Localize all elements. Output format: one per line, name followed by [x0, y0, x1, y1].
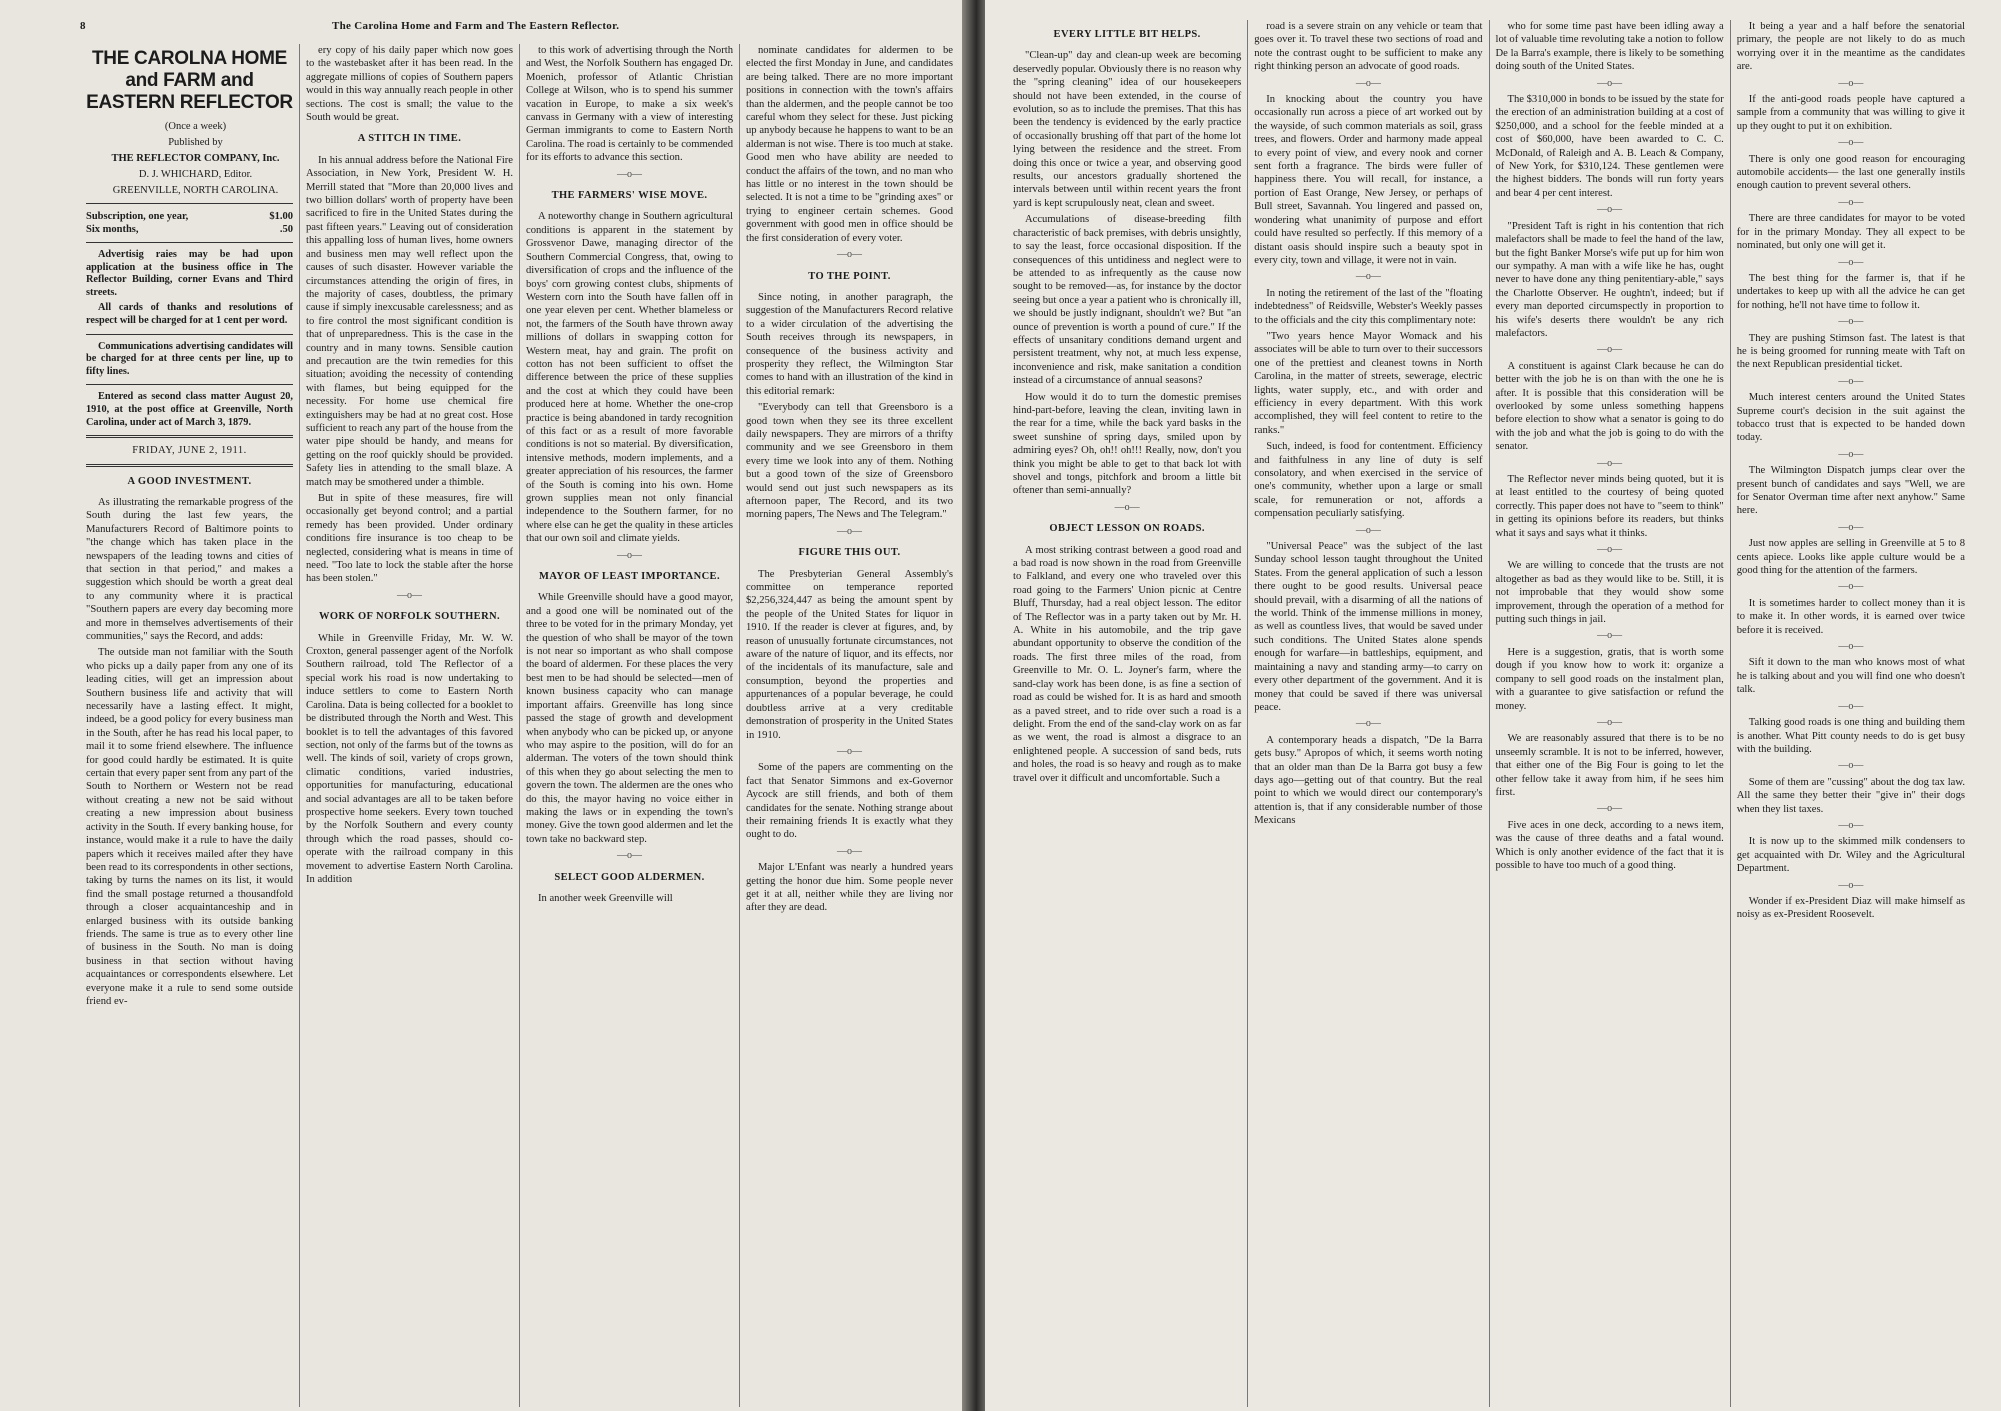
article-paragraph: They are pushing Stimson fast. The latest is that he is being groomed for running meate with Taft on the next Republican presidential ticket.: [1736, 332, 1965, 371]
article-paragraph: Sift it down to the man who knows most of what he is talking about and you will find one who doesn't talk.: [1736, 657, 1965, 696]
subscription-six: [86, 223, 293, 236]
article-paragraph: The best thing for the farmer is, that if he undertakes to keep up with all the advice he can get for nothing, he'll not have time to follow it.: [1736, 272, 1965, 311]
article-paragraph: Just now apples are selling in Greenville at 5 to 8 cents apiece. Looks like apple culture would be a good thing for the attention of the farmers.: [1736, 538, 1965, 577]
article-separator: —o—: [1838, 77, 1864, 89]
notice-cards: All cards of thanks and resolutions of respect will be charged for at 1 cent per word.: [86, 302, 293, 326]
article-paragraph: The outside man not familiar with the South who picks up a daily paper from any one of its leading cities, will get an impression about Southern business life and activity that will necessarily have a lasting effect. It might, indeed, be a good policy for every business man in the South, after he has read his local paper, to mail it to some friend elsewhere. The influence for good could hardly be estimated. It is quite certain that every paper sent from any part of the South to Northern or Western not be read without creating a new not be said without creating a new impression about business activity in the South. If every banking house, for instance, would make it a rule to have the daily papers which it receives mailed after they have been read to its correspondents in other sections, taking by turns the names on its list, it would find the small postage returned a thousandfold through a closer acquaintanceship and in enlarged business with its outside banking friends. The same is true as to every other line of business in the South. No man is doing business in that section without having acquaintances or correspondents elsewhere. Let everyone make it a rule to send some outside friend ev-: [86, 647, 293, 1007]
subscription-year-label: Subscription, one year,: [86, 211, 189, 222]
article-paragraph: "President Taft is right in his contention that rich malefactors shall be made to feel the hand of the law, but the fight Banker Morse's wife put up for him won our sympathy. A man with a wife like he has, ought never to have done any thing penitentiary-able," says the Charlotte Observer. He oughtn't, indeed; but if every man deported circumspectly in proportion to his wife's deserts there wouldn't be any rich malefactors.: [1495, 220, 1724, 339]
article-separator: —o—: [1838, 760, 1864, 772]
subscription-year-price: $1.00: [269, 211, 293, 222]
masthead-editor: D. J. WHICHARD, Editor.: [138, 169, 253, 180]
article-paragraph: In another week Greenville will: [538, 892, 673, 904]
article-separator: —o—: [1838, 196, 1864, 208]
running-head-title: The Carolina Home and Farm and The Eastern Reflector.: [332, 20, 620, 32]
right-page: [985, 0, 2001, 1411]
article-separator: —o—: [1597, 716, 1623, 728]
notice-communications: Communications advertising candidates will be charged for at three cents per line, up to fifty lines.: [86, 340, 293, 377]
article-paragraph: How would it do to turn the domestic premises hind-part-before, leaving the clean, inviting lawn in the rear for a time, while the back yard basks in the sweet sunshine of spring days, smiled upon by admiring eyes? Oh, oh!! oh!!! Really, now, don't you think you might be able to get to that back lot with shovel and tongs, pitchfork and broom a little bit oftener than semi-annually?: [1013, 391, 1242, 497]
article-headline: WORK OF NORFOLK SOUTHERN.: [318, 611, 501, 623]
article-headline: MAYOR OF LEAST IMPORTANCE.: [539, 571, 720, 583]
article-separator: —o—: [397, 589, 422, 601]
article-separator: —o—: [1355, 271, 1381, 283]
article-headline: TO THE POINT.: [808, 270, 891, 282]
article-paragraph: In knocking about the country you have occasionally run across a piece of art worked out by the wayside, of such common materials as soil, grass trees, and flowers. Order and harmony made appeal to every point of view, and every nook and corner sent forth a fragrance. The birds were fuller of happiness there. You will recall, for instance, a portion of East Orange, New Jersey, or perhaps of Bull street, Savannah. You lingered and passed on, wondering what unanimity of purpose and effort could have resulted so perfectly. If this memory of a distant oasis should inspire such a beauty spot in every city, town and village, it were not in vain.: [1254, 94, 1483, 266]
article-headline: A GOOD INVESTMENT.: [127, 475, 252, 487]
article-paragraph: "Universal Peace" was the subject of the last Sunday school lesson taught throughout the United States. From the general application of such a lesson there ought to be good results. Universal peace should prevail, with a disarming of all the nations of the world. Think of the immense millions in money, as well as countless lives, that would be saved under such conditions. The United States alone spends enough for warfare—in battleships, equipment, and maintaining a navy and standing army—to carry on every other department of the government. And it is money that could be saved if there was universal peace.: [1254, 541, 1483, 713]
article-paragraph: The $310,000 in bonds to be issued by the state for the erection of an administration building at a cost of $250,000, and a school for the feeble minded at a cost of $60,000, have been awarded to C. C. McDonald, of Raleigh and A. B. Leach & Company, of New York, for $310,124. These gentlemen were the highest bidders. The bonds will run forty years and bear 4 per cent interest.: [1495, 94, 1724, 199]
article-separator: —o—: [1838, 316, 1864, 328]
masthead-rule: [86, 203, 293, 204]
article-separator: —o—: [837, 249, 862, 261]
article-separator: —o—: [1838, 819, 1864, 831]
editorial-column: [739, 44, 959, 1407]
article-paragraph: There is only one good reason for encouraging automobile accidents— the last one generally instils enough caution to prevent several others.: [1736, 153, 1965, 192]
editorial-column: [519, 44, 739, 1407]
article-separator: —o—: [1838, 137, 1864, 149]
article-separator: —o—: [1597, 344, 1623, 356]
article-paragraph: The Reflector never minds being quoted, but it is at least entitled to the courtesy of being quoted correctly. This paper does not have to "seem to think" in getting its opinions before its readers, but thinks what it says and says what it thinks.: [1495, 474, 1724, 539]
notice-rates: Advertisig raies may be had upon application at the business office in The Reflector Building, corner Evans and Third streets.: [86, 249, 293, 298]
left-columns: [80, 44, 959, 1407]
article-separator: —o—: [1838, 448, 1864, 460]
article-separator: —o—: [1838, 641, 1864, 653]
article-separator: —o—: [1838, 700, 1864, 712]
article-paragraph: The Presbyterian General Assembly's committee on temperance reported $2,256,324,447 as being the amount spent by the people of the United States for liquor in 1910. If the reader is clever at figures, and, by reason of unusually fortunate circumstances, not aware of the nature of liquor, and its effects, nor of the incidentals of its manufacture, sale and consumption, beyond the properties and appurtenances of a popular beverage, he could doubtless arrive at a very creditable demonstration of prosperity in the United States in 1910.: [746, 568, 953, 741]
article-separator: —o—: [1597, 803, 1623, 815]
notice-entered: Entered as second class matter August 20, 1910, at the post office at Greenville, North Carolina, under act of March 3, 1879.: [86, 391, 293, 428]
editorial-column: [1007, 20, 1247, 1407]
article-separator: —o—: [837, 845, 862, 857]
article-separator: —o—: [1597, 630, 1623, 642]
column-body: [86, 475, 293, 1009]
article-paragraph: While Greenville should have a good mayor, and a good one will be nominated out of the three to be voted for in the primary Monday, yet the question of who shall be mayor of the town is not near so important as who shall compose the board of aldermen. For these places the very best men to be had should be selected—men of known business capacity who can manage important affairs. Greenville has long since passed the stage of growth and development when anybody who can be picked up, or anyone who may aspire to the position, will do for an alderman. The voters of the town should think of this when they go about selecting the men to govern the town. The aldermen are the ones who do this, the mayor having no voice either in making the laws or in expending the town's money. Give the town good aldermen and let the town take no backward step.: [526, 592, 733, 845]
article-paragraph: While in Greenville Friday, Mr. W. W. Croxton, general passenger agent of the Norfolk Southern railroad, told The Reflector of a special work his road is now undertaking to induce settlers to come to Eastern North Carolina. Data is being collected for a booklet to be distributed through the North and West. This booklet is to tell the advantages of this favored section, not only of the farms but of the towns as well. The kinds of soil, variety of crops grown, climatic conditions, varied industries, opportunities for manufacturing, educational and social advantages are all to be taken before prospective home seekers. Every town touched by the Norfolk Southern and every county through which the road passes, should co-operate with the railroad company in this movement to advertise Eastern North Carolina. In addition: [306, 632, 513, 885]
article-paragraph: There are three candidates for mayor to be voted for in the primary Monday. They all expect to be nominated, but only one will get it.: [1736, 213, 1965, 252]
article-paragraph: Much interest centers around the United States Supreme court's decision in the suit against the tobacco trust that is expected to be handed down today.: [1736, 392, 1965, 444]
article-headline: EVERY LITTLE BIT HELPS.: [1053, 29, 1201, 40]
article-paragraph: We are willing to concede that the trusts are not altogether as bad as they would like to be. Still, it is not improbable that they would show some improvement, through the operation of a method for putting such things in jail.: [1495, 560, 1724, 626]
article-paragraph: Talking good roads is one thing and building them is another. What Pitt county needs to do is get busy with the building.: [1736, 717, 1965, 755]
article-paragraph: Some of the papers are commenting on the fact that Senator Simmons and ex-Governor Aycock are still friends, and both of them candidates for the senate. Nothing strange about their remaining friends It is exactly what they ought to do.: [746, 762, 953, 841]
article-paragraph: A most striking contrast between a good road and a bad road is now shown in the road from Greenville to Falkland, and every one who traveled over this road going to the Farmers' Union picnic at Centre Bluff, Thursday, had a real object lesson. The editor of The Reflector was in a party taken out by Mr. H. A. White in his automobile, and the trip gave abundant opportunity to observe the condition of the roads. The first three miles of the road, from Greenville to Mr. O. L. Joyner's farm, where the sand-clay work has been done, is as fine a section of road as could be wished for. It is as hard and smooth as a paved street, and to ride over such a road is a delight. From the end of the sand-clay work on as far as we went, the road is almost a disgrace to an enlightened people. A succession of sand beds, ruts and holes, the road is so heavy and rough as to make travel over it difficult and uncomfortable. Such a: [1013, 544, 1242, 784]
article-paragraph: A contemporary heads a dispatch, "De la Barra gets busy." Apropos of which, it seems worth noting that an older man than De la Barra got busy a few days ago—getting out of that country. But the real point to which we would direct our contemporary's attention is, that if any considerable number of those Mexicans: [1254, 734, 1483, 827]
article-paragraph: It is now up to the skimmed milk condensers to get acquainted with Dr. Wiley and the Agricultural Department.: [1736, 836, 1965, 875]
article-paragraph: Since noting, in another paragraph, the suggestion of the Manufacturers Record relative to a wider circulation of the advertising the South receives through its newspapers, in consequence of the business activity and prosperity they reflect, the Wilmington Star comes to hand with an illustration of the kind in this editorial remark:: [746, 291, 953, 397]
article-separator: —o—: [837, 745, 862, 757]
article-paragraph: who for some time past have been idling away a lot of valuable time revoluting take a notion to follow De la Barra's example, there is likely to be something doing south of the United States.: [1495, 21, 1724, 73]
article-paragraph: If the anti-good roads people have captured a sample from a community that was willing to give it up they ought to put it on exhibition.: [1736, 94, 1965, 132]
masthead-company: THE REFLECTOR COMPANY, Inc.: [111, 153, 280, 164]
article-separator: —o—: [837, 525, 862, 537]
article-headline: A STITCH IN TIME.: [357, 133, 462, 145]
article-separator: —o—: [1355, 77, 1381, 89]
article-paragraph: In his annual address before the National Fire Association, in New York, President W. H. Merrill stated that "More than 20,000 lives and two billion dollars' worth of property have been sacrificed to fire in the United States during the past fifteen years." Leaving out of consideration this appalling loss of human lives, home owners and business men may well reflect upon the causes of such disaster. However variable the circumstances attending the origin of fires, in the majority of cases, doubtless, the primary cause if simply inexcusable carelessness; and as to fire control the most significant condition is that of unpreparedness. This is the case in the country and in many towns. Sensible caution and precaution are the twin remedies for this situation; avoiding the necessity of contending with flames, but being equipped for the necessity. For home use chemical fire extinguishers may be had at no great cost. Hose sufficient to reach any part of the house from the water pipe should be handy, and means for getting on the roof quickly should be provided. Safety lies in attending to the small blaze. A match may be smothered under a thimble.: [306, 154, 513, 488]
article-paragraph: Five aces in one deck, according to a news item, was the cause of three deaths and a fatal wound. Which is only another evidence of the fact that it is possible to have too much of a good thing.: [1495, 819, 1724, 871]
article-paragraph: As illustrating the remarkable progress of the South during the last few years, the Manufacturers Record of Baltimore points to "the change which has taken place in the newspapers of the leading towns and cities of that section in that period," and makes a suggestion which should be worth a great deal to any community where it is practical "Southern papers are every day becoming more and more in themselves advertisements of their communities," says the Record, and adds:: [86, 496, 293, 642]
article-paragraph: In noting the retirement of the last of the "floating indebtedness" of Reidsville, Webster's Weekly passes to the officials and the city this complimentary note:: [1254, 287, 1483, 326]
subscription-six-label: Six months,: [86, 224, 139, 235]
article-paragraph: road is a severe strain on any vehicle or team that goes over it. To travel these two sections of road and note the contrast ought to be sufficient to make any right thinking person an advocate of good roads.: [1254, 21, 1483, 73]
masthead-location: GREENVILLE, NORTH CAROLINA.: [112, 185, 279, 196]
article-paragraph: A noteworthy change in Southern agricultural conditions is apparent in the statement by Grossvenor Dawe, managing director of the Southern Commercial Congress, that, owing to diversification of crops and the influence of the boys' corn growing contest clubs, shipments of Western corn into the South have fallen off in one year eleven per cent. Whether blameless or not, the farmers of the South have thrown away millions of dollars in swapping cotton for Western meat, hay and grain. The profit on cotton has not been sufficient to offset the difference between the price of these supplies and the cost at which they could have been produced here at home. Whether the one-crop practice is being abandoned in tardy recognition of this fact or as a result of more favorable conditions is not so material. By diversification, intensive methods, modern implements, and a greater appreciation of his resources, the farmer of the South is coming into his own. Home grown supplies mean not only financial independence to the Southern farmer, for no where else can he get the quality in these articles that our own soil and climate yields.: [526, 211, 733, 545]
subscription-year: [86, 210, 293, 223]
article-paragraph: nominate candidates for aldermen to be elected the first Monday in June, and candidates are being talked. There are no more important positions in connection with the town's affairs than the aldermen, and the people cannot be too careful whom they select for these. Just picking up anybody because he happens to want to be an alderman is not wise. There is too much at stake. Good men who have ability are needed to conduct the affairs of the town, and no man who has little or no interest in the town should be selected. It is not a time to be "grinding axes" or trying to engineer certain schemes. Good government with good men in office should be the first consideration of every voter.: [746, 45, 953, 244]
article-separator: —o—: [617, 850, 642, 862]
masthead-column: [80, 44, 299, 1407]
article-paragraph: Major L'Enfant was nearly a hundred years getting the honor due him. Some people never get it at all, neither while they are living nor after they are dead.: [746, 862, 953, 914]
article-separator: —o—: [1114, 501, 1140, 513]
article-paragraph: Some of them are "cussing" about the dog tax law. All the same they better their "give in" their dogs when they list taxes.: [1736, 776, 1965, 815]
editorial-column: [1489, 20, 1730, 1407]
editorial-column: [1247, 20, 1488, 1407]
article-paragraph: "Clean-up" day and clean-up week are becoming deservedly popular. Obviously there is no reason why the "spring cleaning" idea of our housekeepers should not have been extended, in the course of evolution, so as to include the premises. That this has been the tendency is evidenced by the early practice of occasionally brushing off that part of the home lot lying between the residence and the street. From doing this once or twice a year, and observing good results, our ancestors gradually shortened the intervals between until within recent years the front yard is kept scrupulously neat, clean and sweet.: [1013, 50, 1242, 209]
article-separator: —o—: [1355, 524, 1381, 536]
editorial-column: [1730, 20, 1971, 1407]
article-headline: FIGURE THIS OUT.: [798, 547, 901, 559]
article-separator: —o—: [617, 549, 642, 561]
article-paragraph: But in spite of these measures, fire will occasionally get beyond control; and a partial remedy has been provided. Under ordinary conditions fire insurance is too cheap to be neglected, considering what is means in time of need. "Too late to lock the stable after the horse has been stolen.": [306, 493, 513, 585]
article-separator: —o—: [1355, 718, 1381, 730]
article-separator: —o—: [1597, 457, 1623, 469]
article-separator: —o—: [1838, 521, 1864, 533]
left-page: [0, 0, 965, 1411]
article-headline: THE FARMERS' WISE MOVE.: [551, 190, 708, 202]
article-paragraph: It being a year and a half before the senatorial primary, the people are not likely to do as much worrying over it in the meantime as the candidates are.: [1736, 21, 1965, 73]
article-separator: —o—: [1838, 375, 1864, 387]
issue-date: FRIDAY, JUNE 2, 1911.: [132, 445, 247, 457]
article-paragraph: "Everybody can tell that Greensboro is a good town when they see its three excellent daily newspapers. They are mirrors of a thrifty community and we see Greensboro in them every time we look into any of them. Nothing but a good town of the size of Greensboro would send out just such newspapers as its afternoon paper, The Record, and its two morning papers, The News and The Telegram.": [746, 402, 953, 521]
article-headline: SELECT GOOD ALDERMEN.: [554, 871, 705, 883]
article-paragraph: Such, indeed, is food for contentment. Efficiency and faithfulness in any line of duty is self consolatory, and when exercised in the service of one's community, whether upon a large or small scale, for remuneration or not, affords a compensation peculiarly satisfying.: [1254, 441, 1483, 520]
article-separator: —o—: [1838, 879, 1864, 891]
article-separator: —o—: [1597, 204, 1623, 216]
running-head: [80, 20, 955, 38]
article-paragraph: A constituent is against Clark because he can do better with the job he is on than with the one he is after. It is possible that this consideration will be overlooked by some unless something happens before election to show what a senator is going to do with the job and what the job is going to do with the senator.: [1495, 360, 1724, 453]
article-headline: OBJECT LESSON ON ROADS.: [1049, 523, 1205, 535]
editorial-column: [299, 44, 519, 1407]
right-columns: [1007, 20, 1971, 1407]
date-rule-top: [86, 435, 293, 438]
masthead-published-by: Published by: [168, 137, 223, 148]
masthead: [86, 48, 293, 197]
article-separator: —o—: [1838, 581, 1864, 593]
article-paragraph: ery copy of his daily paper which now goes to the wastebasket after it has been read. In the aggregate millions of copies of Southern papers would in this way annually reach people in other sections. The cost is small; the value to the South would be great.: [306, 45, 513, 124]
article-paragraph: Here is a suggestion, gratis, that is worth some dough if you know how to work it: organize a company to sell good roads on the instalment plan, with a guarantee to give satisfaction or refund the money.: [1495, 646, 1724, 712]
article-separator: —o—: [1597, 544, 1623, 556]
article-paragraph: We are reasonably assured that there is to be no unseemly scramble. It is not to be inferred, however, that either one of the Big Four is going to let the other fellow take it away from him, if he sees him first.: [1495, 733, 1724, 798]
article-paragraph: Wonder if ex-President Diaz will make himself as noisy as ex-President Roosevelt.: [1736, 895, 1965, 921]
masthead-frequency: (Once a week): [164, 121, 227, 132]
article-paragraph: Accumulations of disease-breeding filth characteristic of back premises, with debris unsightly, to say the least, force occasional disposition. If the consequences of this untidiness and neglect were to be attended to as infrequently as the cause now sought to be removed—as, for instance by the doctor seeing but once a year a patient who is chronically ill, we should be justly indignant, shouldn't we? But "an ounce of prevention is worth a pound of cure." If the effects of unsanitary conditions demand urgent and persistent treatment, why not, at much less expense, inconvenience and risk, make sanitation a condition instead of a circumstance of annual seasons?: [1013, 214, 1242, 387]
article-separator: —o—: [617, 168, 642, 180]
notice-rule: [86, 242, 293, 243]
page-number: 8: [80, 20, 86, 32]
notice-rule-2: [86, 334, 293, 335]
article-separator: —o—: [1597, 77, 1623, 89]
subscription-six-price: .50: [279, 224, 293, 235]
notice-rule-3: [86, 384, 293, 385]
article-separator: —o—: [1838, 256, 1864, 268]
article-paragraph: It is sometimes harder to collect money than it is to make it. In other words, it is earned over twice before it is received.: [1736, 597, 1965, 636]
date-rule-bottom: [86, 464, 293, 467]
article-paragraph: The Wilmington Dispatch jumps clear over the present bunch of candidates and says "Well, we are for Senator Overman time after next anyhow." Same here.: [1736, 465, 1965, 517]
article-paragraph: "Two years hence Mayor Womack and his associates will be able to turn over to their successors one of the prettiest and cleanest towns in North Carolina, in the matter of streets, sewerage, electric lights, water supply, etc., and with order and efficiency in every department. With this work accomplished, they will feel content to retire to the ranks.": [1254, 330, 1483, 436]
masthead-title: THE CAROLNA HOME and FARM and EASTERN REFLECTOR: [86, 48, 293, 113]
article-paragraph: to this work of advertising through the North and West, the Norfolk Southern has engaged Dr. Moenich, professor of Atlantic Christian College at Wilson, who is to spend his summer vacation in Europe, to make a six week's canvass in Germany with a view of interesting German immigrants to come to Eastern North Carolina. The road is certainly to be commended for its efforts to advance this section.: [526, 45, 733, 164]
